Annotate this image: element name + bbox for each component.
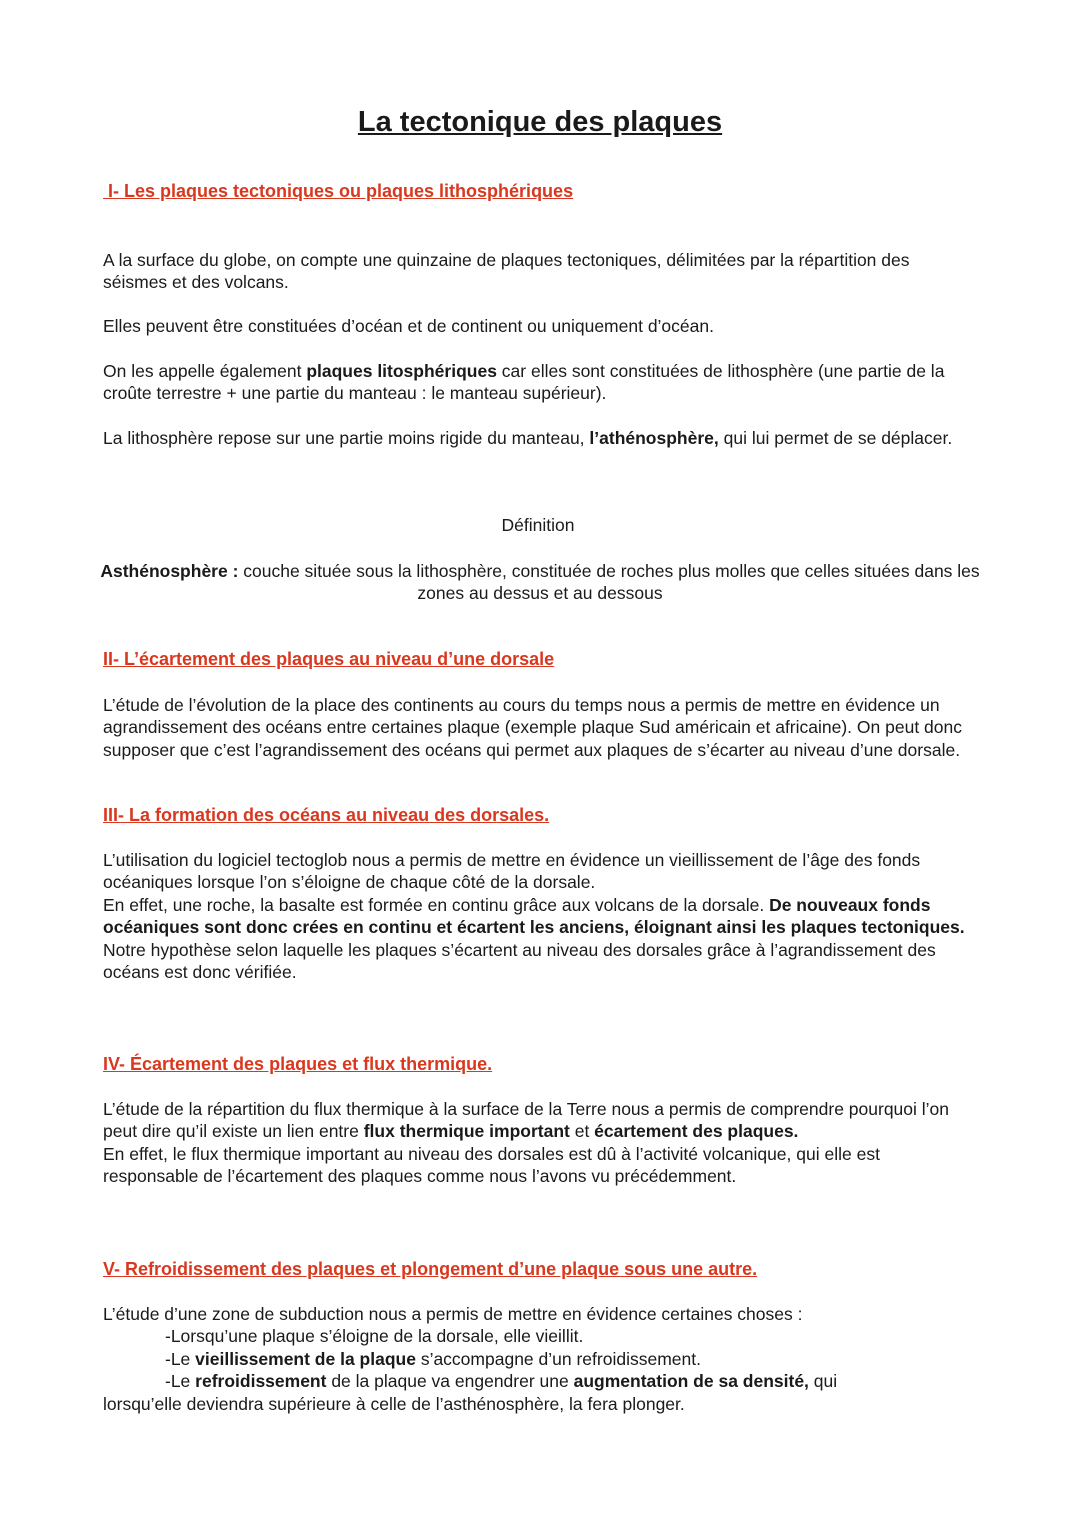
section-3-paragraph-3: Notre hypothèse selon laquelle les plaques s’écartent au niveau des dorsales grâce à l’agrandissement des océans est donc vérifiée.	[103, 939, 936, 983]
definition-text: Asthénosphère : couche située sous la lithosphère, constituée de roches plus molles que celles situées dans les zones au dessus et au dessous	[100, 561, 980, 604]
section-5-intro: L’étude d’une zone de subduction nous a permis de mettre en évidence certaines choses :	[103, 1304, 803, 1324]
section-1-paragraph-2: Elles peuvent être constituées d’océan et de continent ou uniquement d’océan.	[103, 316, 714, 336]
section-4-heading: IV- Écartement des plaques et flux thermique.	[103, 1054, 493, 1074]
section-1-paragraph-4: La lithosphère repose sur une partie moins rigide du manteau, l’athénosphère, qui lui permet de se déplacer.	[103, 428, 953, 448]
document-title: La tectonique des plaques	[357, 106, 723, 138]
section-1-paragraph-1: A la surface du globe, on compte une quinzaine de plaques tectoniques, délimitées par la répartition des séismes et des volcans.	[103, 250, 910, 293]
section-5-item-2: -Le vieillissement de la plaque s’accompagne d’un refroidissement.	[165, 1348, 701, 1369]
section-4-paragraph-1: L’étude de la répartition du flux thermique à la surface de la Terre nous a permis de comprendre pourquoi l’on peut dire qu’il existe un lien entre flux thermique important et écartement des plaques.	[103, 1099, 950, 1142]
section-3-paragraph-1: L’utilisation du logiciel tectoglob nous a permis de mettre en évidence un vieillissement de l’âge des fonds océaniques lorsque l’on s’éloigne de chaque côté de la dorsale.	[103, 850, 921, 893]
section-2-heading: II- L’écartement des plaques au niveau d’une dorsale	[103, 649, 555, 669]
section-5-item-1: -Lorsqu’une plaque s’éloigne de la dorsale, elle vieillit.	[165, 1326, 584, 1347]
section-5-heading: V- Refroidissement des plaques et plongement d’une plaque sous une autre.	[103, 1259, 758, 1279]
section-5-item-3-continuation: lorsqu’elle deviendra supérieure à celle de l’asthénosphère, la fera plonger.	[103, 1393, 685, 1414]
section-3-heading: III- La formation des océans au niveau des dorsales.	[103, 805, 550, 825]
section-1-paragraph-3: On les appelle également plaques litosphériques car elles sont constituées de lithosphère (une partie de la croûte terrestre + une partie du manteau : le manteau supérieur).	[103, 361, 945, 404]
section-4-paragraph-2: En effet, le flux thermique important au niveau des dorsales est dû à l’activité volcanique, qui elle est responsable de l’écartement des plaques comme nous l’avons vu précédemment.	[103, 1143, 880, 1187]
section-3-paragraph-2: En effet, une roche, la basalte est formée en continu grâce aux volcans de la dorsale. De nouveaux fonds océaniques sont donc crées en continu et écartent les anciens, éloignant ainsi les plaques tectoniques.	[103, 894, 965, 938]
section-3-body	[103, 849, 973, 983]
section-1-heading: I- Les plaques tectoniques ou plaques lithosphériques	[103, 181, 574, 201]
section-4-body	[103, 1098, 973, 1188]
section-2-paragraph: L’étude de l’évolution de la place des continents au cours du temps nous a permis de mettre en évidence un agrandissement des océans entre certaines plaque (exemple plaque Sud américain et africaine). On peut donc supposer que c’est l’agrandissement des océans qui permet aux plaques de s’écarter au niveau d’une dorsale.	[103, 695, 962, 760]
section-5-item-3: -Le refroidissement de la plaque va engendrer une augmentation de sa densité, qui	[165, 1371, 838, 1392]
section-5-body	[103, 1303, 973, 1415]
definition-label: Définition	[501, 515, 575, 535]
